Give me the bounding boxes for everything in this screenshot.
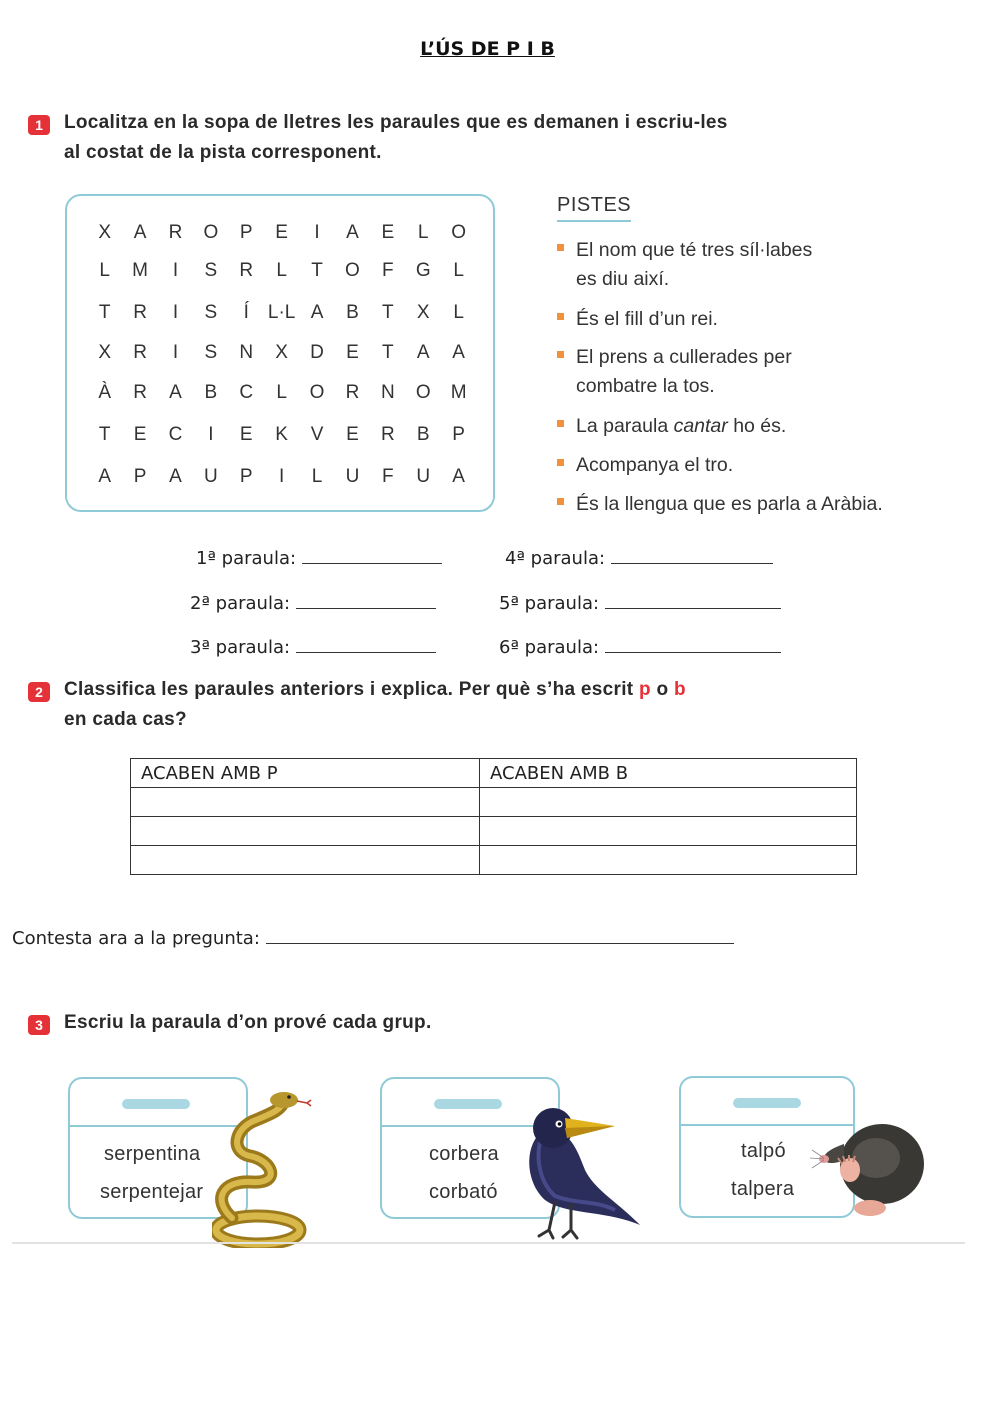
- grid-letter[interactable]: B: [204, 382, 218, 403]
- grid-letter[interactable]: A: [346, 222, 359, 243]
- clue-5: [557, 451, 733, 480]
- grid-letter[interactable]: E: [381, 222, 395, 243]
- clue-6: [557, 490, 883, 519]
- clue-1-line1: El nom que té tres síl·labes: [576, 239, 813, 261]
- grid-letter[interactable]: U: [204, 466, 218, 487]
- letter-b: b: [673, 679, 686, 700]
- table-cell[interactable]: [131, 788, 480, 817]
- grid-letter[interactable]: E: [275, 222, 288, 243]
- grid-letter[interactable]: R: [380, 424, 395, 445]
- grid-letter[interactable]: T: [382, 342, 394, 363]
- clue-4-pre: La paraula: [576, 415, 674, 437]
- answer-3: [190, 634, 436, 658]
- grid-letter[interactable]: A: [452, 466, 465, 487]
- bullet-icon: [557, 244, 564, 251]
- grid-letter[interactable]: A: [98, 466, 112, 487]
- grid-letter[interactable]: X: [275, 342, 288, 363]
- grid-letter[interactable]: A: [310, 302, 324, 323]
- grid-letter[interactable]: B: [416, 424, 430, 445]
- grid-letter[interactable]: F: [382, 466, 394, 487]
- answer-5-blank[interactable]: [605, 590, 781, 609]
- grid-letter[interactable]: S: [204, 342, 218, 363]
- grid-letter[interactable]: A: [416, 342, 430, 363]
- grid-letter[interactable]: C: [239, 382, 254, 403]
- grid-letter[interactable]: U: [416, 466, 431, 487]
- grid-letter[interactable]: R: [345, 382, 360, 403]
- grid-letter[interactable]: I: [279, 466, 285, 487]
- grid-letter[interactable]: L: [453, 260, 464, 281]
- grid-letter[interactable]: L: [276, 382, 287, 403]
- grid-letter[interactable]: N: [380, 382, 395, 403]
- exercise-1-instruction: [64, 108, 728, 168]
- clue-3: [557, 343, 792, 401]
- clue-4: [557, 412, 786, 441]
- card-1-word-1: serpentina: [104, 1143, 201, 1165]
- grid-letter[interactable]: G: [415, 260, 431, 281]
- grid-letter[interactable]: L: [311, 466, 323, 487]
- question-label: Contesta ara a la pregunta:: [12, 928, 260, 949]
- bottom-divider: [12, 1242, 965, 1244]
- grid-letter[interactable]: T: [98, 302, 111, 323]
- grid-letter[interactable]: R: [133, 302, 147, 323]
- grid-row: [87, 424, 477, 446]
- grid-letter[interactable]: I: [208, 424, 214, 445]
- exercise-2-instruction-text: Classifica les paraules anteriors i explica. Per què s’ha escrit: [64, 679, 639, 700]
- column-header-p: ACABEN AMB P: [131, 759, 480, 788]
- table-row: [131, 788, 857, 817]
- classification-table: [130, 758, 857, 875]
- grid-letter[interactable]: N: [239, 342, 254, 363]
- answer-4-blank[interactable]: [611, 545, 773, 564]
- grid-letter[interactable]: O: [415, 382, 431, 403]
- grid-row: [87, 466, 477, 488]
- grid-letter[interactable]: X: [98, 342, 112, 363]
- grid-letter[interactable]: F: [382, 260, 394, 281]
- exercise-1-number: 1: [28, 115, 50, 135]
- table-cell[interactable]: [480, 846, 857, 875]
- grid-letter[interactable]: U: [345, 466, 360, 487]
- card-3-word-2: talpera: [731, 1178, 795, 1200]
- question-answer-blank[interactable]: [266, 925, 734, 944]
- grid-letter[interactable]: I: [314, 222, 320, 243]
- grid-letter[interactable]: X: [98, 222, 112, 243]
- answer-2-label: 2ª paraula:: [190, 593, 291, 614]
- exercise-2-instruction: [64, 675, 686, 735]
- grid-letter[interactable]: L·L: [267, 302, 296, 323]
- exercise-3-number: 3: [28, 1015, 50, 1035]
- bullet-icon: [557, 498, 564, 505]
- answer-3-label: 3ª paraula:: [190, 637, 291, 658]
- table-cell[interactable]: [480, 817, 857, 846]
- answer-5: [499, 590, 781, 614]
- mole-illustration-icon: [810, 1112, 930, 1222]
- grid-letter[interactable]: A: [133, 222, 147, 243]
- grid-row: [87, 302, 477, 324]
- grid-letter[interactable]: A: [169, 382, 182, 403]
- word-search-grid: [65, 194, 495, 512]
- grid-letter[interactable]: À: [98, 382, 112, 403]
- table-cell[interactable]: [131, 817, 480, 846]
- answer-3-blank[interactable]: [296, 634, 436, 653]
- grid-letter[interactable]: D: [310, 342, 324, 363]
- grid-letter[interactable]: R: [239, 260, 254, 281]
- card-2-word-2: corbató: [429, 1181, 498, 1203]
- grid-letter[interactable]: L: [453, 302, 464, 323]
- clue-2-line1: És el fill d’un rei.: [576, 308, 718, 330]
- grid-row: [87, 382, 477, 404]
- bullet-icon: [557, 459, 564, 466]
- clue-1: [557, 236, 812, 294]
- grid-letter[interactable]: O: [345, 260, 360, 281]
- grid-row: [87, 260, 477, 282]
- exercise-2-number: 2: [28, 682, 50, 702]
- grid-letter[interactable]: L: [276, 260, 287, 281]
- answer-4-label: 4ª paraula:: [505, 548, 606, 569]
- table-row: [131, 846, 857, 875]
- grid-letter[interactable]: M: [132, 260, 148, 281]
- answer-6-label: 6ª paraula:: [499, 637, 600, 658]
- grid-row: [87, 222, 477, 244]
- grid-letter[interactable]: A: [452, 342, 465, 363]
- page-title: L’ÚS DE P I B: [420, 38, 555, 60]
- table-header-row: [131, 759, 857, 788]
- grid-letter[interactable]: M: [450, 382, 467, 403]
- question-answer: [12, 925, 734, 949]
- grid-row: [87, 342, 477, 364]
- clue-2: [557, 305, 718, 334]
- answer-6-blank[interactable]: [605, 634, 781, 653]
- clue-5-line1: Acompanya el tro.: [576, 454, 734, 476]
- bullet-icon: [557, 420, 564, 427]
- clue-4-emphasis: cantar: [673, 415, 728, 437]
- table-cell[interactable]: [480, 788, 857, 817]
- grid-letter[interactable]: P: [133, 466, 147, 487]
- snake-illustration-icon: [212, 1090, 327, 1248]
- clue-3-line1: El prens a cullerades per: [576, 346, 792, 368]
- answer-1-label: 1ª paraula:: [196, 548, 297, 569]
- grid-letter[interactable]: R: [133, 342, 147, 363]
- grid-letter[interactable]: C: [168, 424, 183, 445]
- column-header-b: ACABEN AMB B: [480, 759, 857, 788]
- grid-letter[interactable]: R: [168, 222, 183, 243]
- pistes-title: PISTES: [557, 194, 631, 222]
- card-blank-pill[interactable]: [733, 1098, 801, 1108]
- grid-letter[interactable]: T: [98, 424, 111, 445]
- grid-letter[interactable]: X: [416, 302, 430, 323]
- card-3-word-1: talpó: [741, 1140, 786, 1162]
- grid-letter[interactable]: E: [239, 424, 253, 445]
- crow-illustration-icon: [515, 1100, 645, 1240]
- grid-letter[interactable]: E: [346, 424, 359, 445]
- grid-letter[interactable]: S: [204, 260, 218, 281]
- grid-letter[interactable]: P: [239, 466, 253, 487]
- answer-2: [190, 590, 436, 614]
- grid-letter[interactable]: V: [310, 424, 324, 445]
- exercise-3-instruction: Escriu la paraula d’on prové cada grup.: [64, 1012, 432, 1033]
- card-2-word-1: corbera: [429, 1143, 499, 1165]
- grid-letter[interactable]: S: [204, 302, 218, 323]
- grid-letter[interactable]: P: [452, 424, 465, 445]
- bullet-icon: [557, 351, 564, 358]
- letter-p: p: [639, 679, 651, 700]
- conjunction-o: o: [650, 679, 674, 700]
- answer-1-blank[interactable]: [302, 545, 442, 564]
- table-cell[interactable]: [131, 846, 480, 875]
- card-blank-pill[interactable]: [122, 1099, 190, 1109]
- grid-letter[interactable]: R: [133, 382, 147, 403]
- grid-letter[interactable]: O: [203, 222, 219, 243]
- table-row: [131, 817, 857, 846]
- grid-letter[interactable]: E: [133, 424, 147, 445]
- grid-letter[interactable]: E: [346, 342, 359, 363]
- grid-letter[interactable]: K: [275, 424, 288, 445]
- grid-letter[interactable]: L: [417, 222, 429, 243]
- bullet-icon: [557, 313, 564, 320]
- exercise-1-instruction-line2: al costat de la pista corresponent.: [64, 142, 382, 163]
- grid-letter[interactable]: T: [311, 260, 323, 281]
- clue-6-line1: És la llengua que es parla a Aràbia.: [576, 493, 883, 515]
- grid-letter[interactable]: B: [346, 302, 359, 323]
- answer-1: [196, 545, 442, 569]
- answer-2-blank[interactable]: [296, 590, 436, 609]
- clue-1-line2: es diu així.: [576, 268, 670, 290]
- card-blank-pill[interactable]: [434, 1099, 502, 1109]
- grid-letter[interactable]: O: [451, 222, 466, 243]
- grid-letter[interactable]: Í: [243, 302, 249, 323]
- grid-letter[interactable]: A: [169, 466, 182, 487]
- grid-letter[interactable]: T: [382, 302, 394, 323]
- answer-6: [499, 634, 781, 658]
- exercise-1-instruction-line1: Localitza en la sopa de lletres les paraules que es demanen i escriu-les: [64, 112, 728, 133]
- grid-letter[interactable]: I: [172, 260, 179, 281]
- grid-letter[interactable]: L: [99, 260, 110, 281]
- exercise-2-instruction-line2: en cada cas?: [64, 709, 187, 730]
- clue-3-line2: combatre la tos.: [576, 375, 715, 397]
- answer-4: [505, 545, 773, 569]
- answer-5-label: 5ª paraula:: [499, 593, 600, 614]
- grid-letter[interactable]: I: [172, 302, 179, 323]
- card-1-word-2: serpentejar: [100, 1181, 204, 1203]
- grid-letter[interactable]: I: [172, 342, 179, 363]
- grid-letter[interactable]: P: [239, 222, 253, 243]
- clue-4-post: ho és.: [727, 415, 787, 437]
- grid-letter[interactable]: O: [309, 382, 325, 403]
